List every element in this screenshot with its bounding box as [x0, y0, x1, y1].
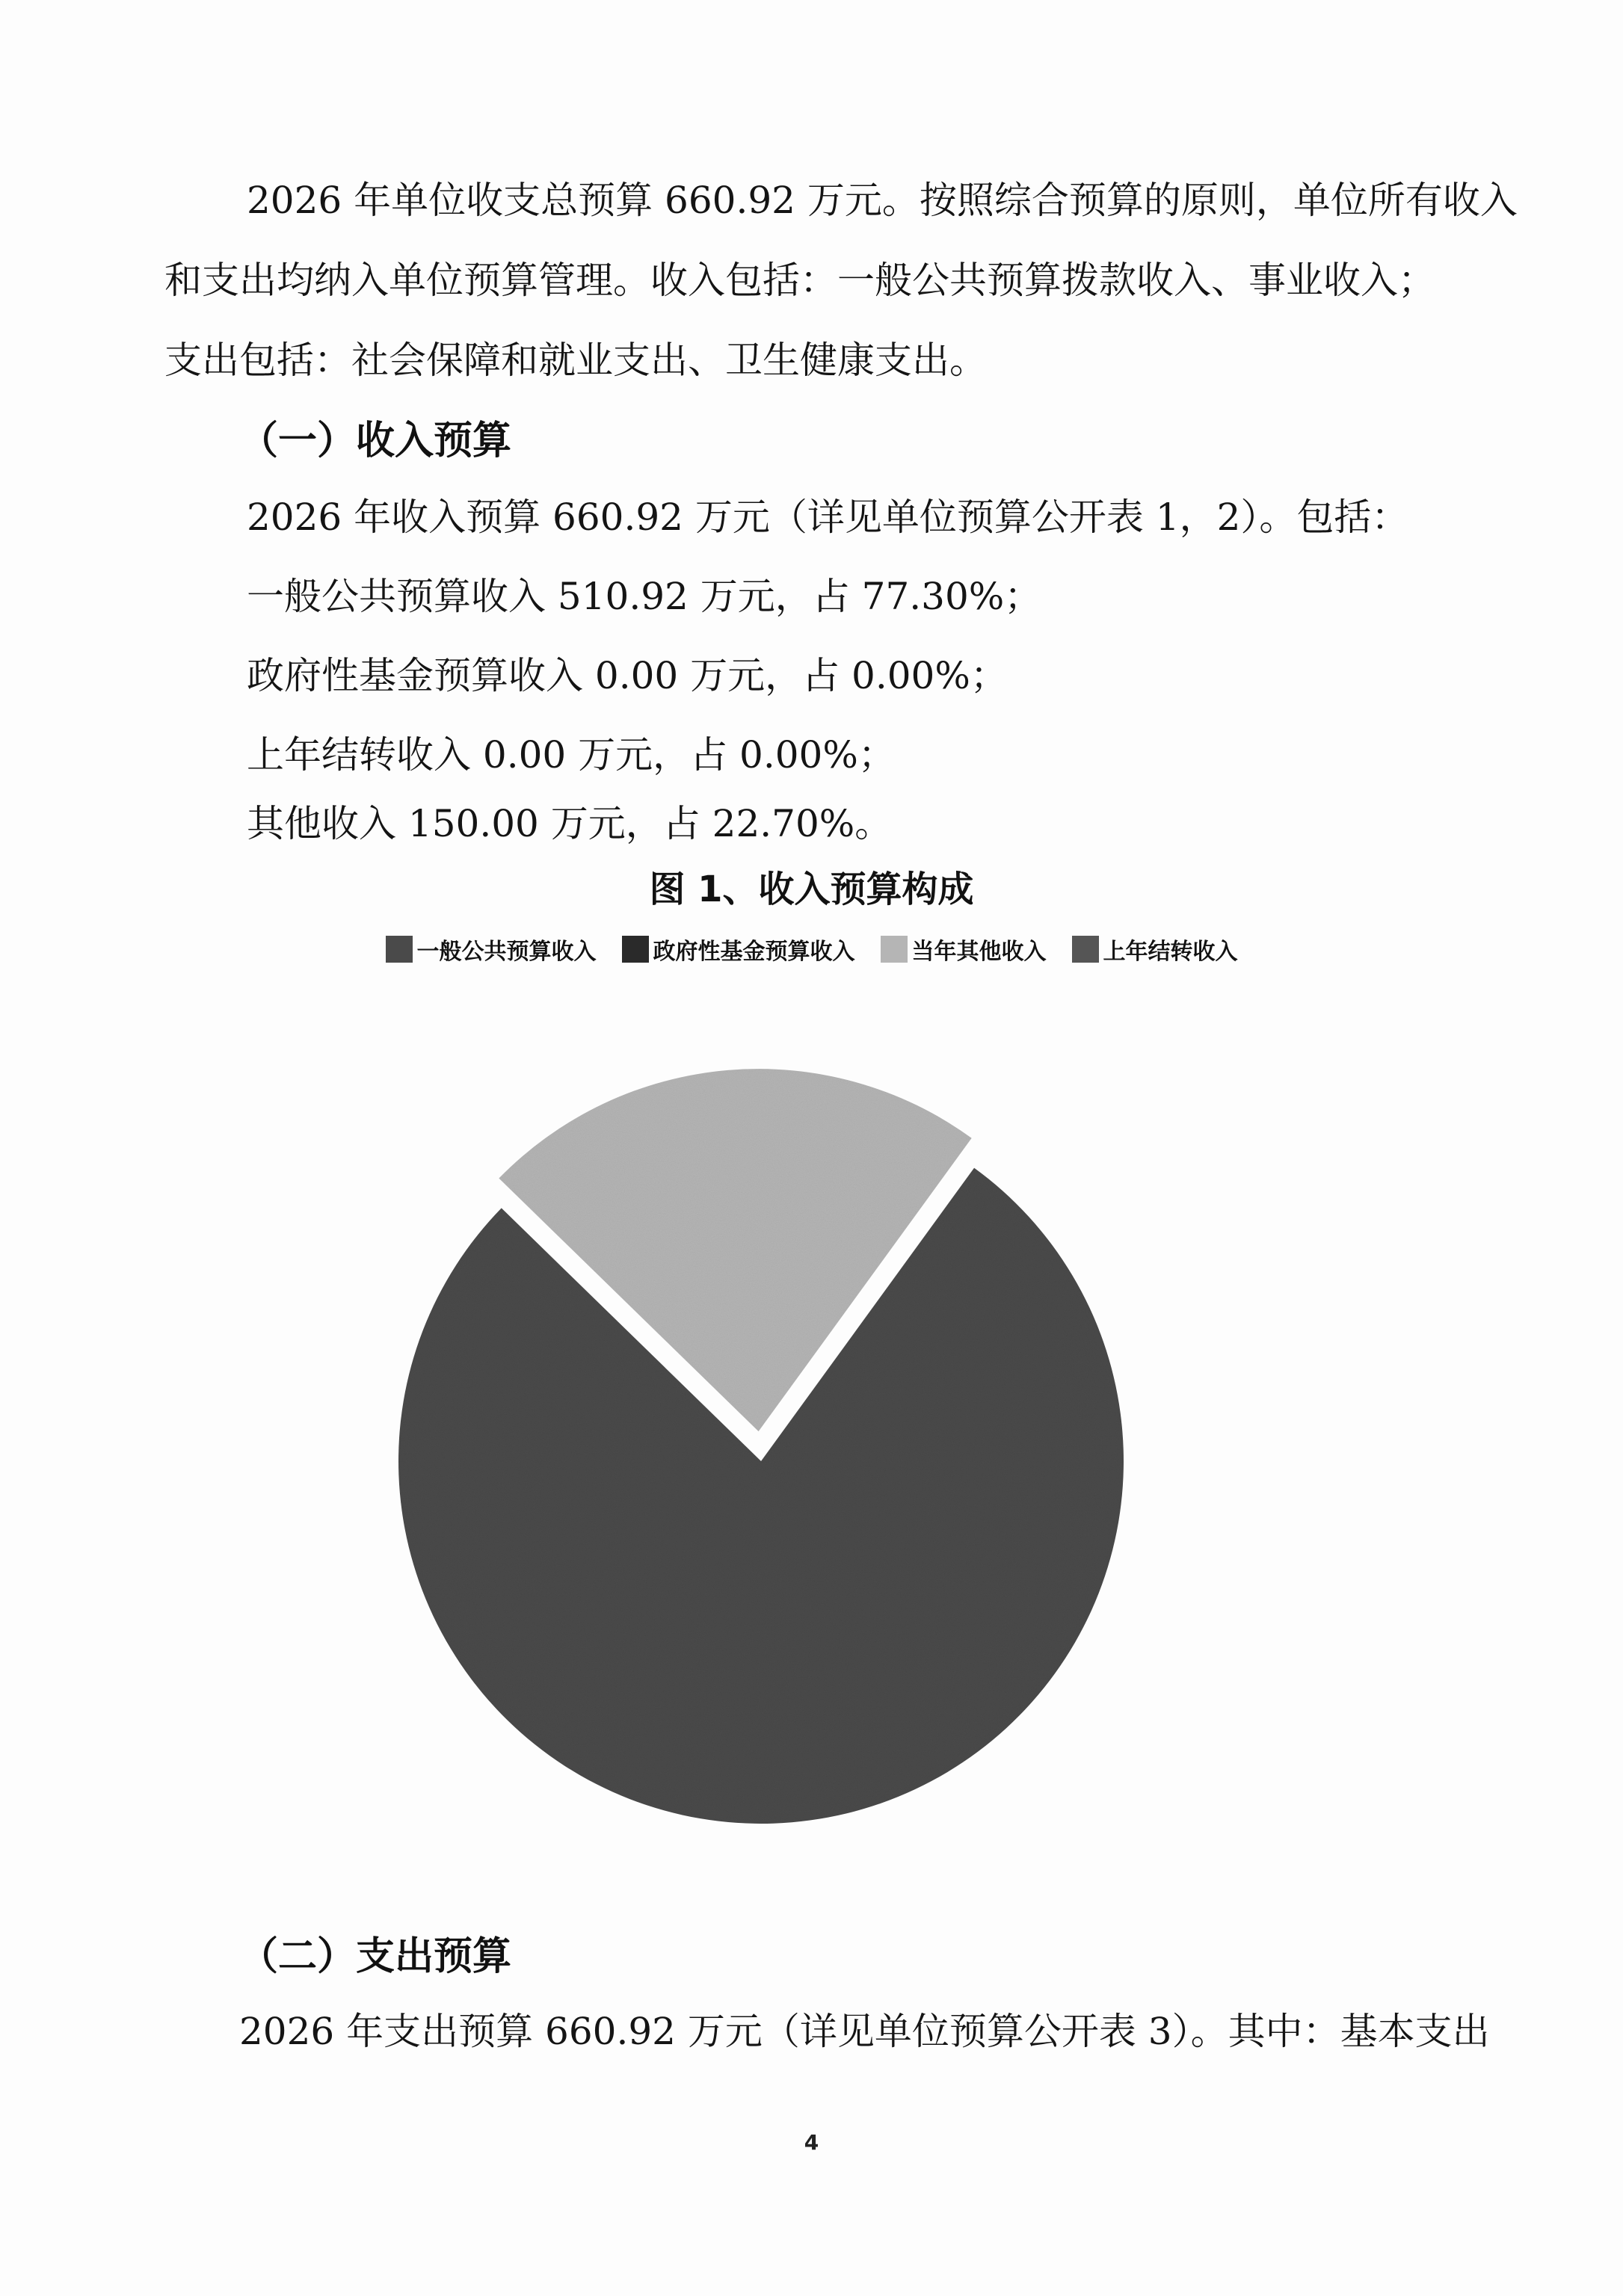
legend-swatch [881, 936, 908, 963]
intro-line-1: 2026 年单位收支总预算 660.92 万元。按照综合预算的原则，单位所有收入 [247, 179, 1518, 222]
section-1-heading: （一）收入预算 [239, 419, 512, 463]
page-number: 4 [804, 2130, 819, 2155]
legend-label: 上年结转收入 [1103, 939, 1238, 965]
chart-legend [0, 933, 1623, 966]
intro-line-2: 和支出均纳入单位预算管理。收入包括：一般公共预算拨款收入、事业收入； [164, 259, 1435, 302]
chart-title: 图 1、收入预算构成 [649, 868, 974, 910]
intro-line-3: 支出包括：社会保障和就业支出、卫生健康支出。 [164, 339, 987, 382]
legend-item [881, 933, 1047, 966]
section-2-line-1: 2026 年支出预算 660.92 万元（详见单位预算公开表 3）。其中：基本支出 [239, 2010, 1490, 2053]
legend-item [1072, 933, 1238, 966]
section-1-line-5: 其他收入 150.00 万元，占 22.70%。 [247, 802, 893, 845]
legend-swatch [622, 936, 649, 963]
section-1-line-1: 2026 年收入预算 660.92 万元（详见单位预算公开表 1，2）。包括： [247, 496, 1409, 539]
pie-slices [398, 1069, 1124, 1824]
section-2-heading: （二）支出预算 [239, 1934, 512, 1979]
legend-item [386, 933, 597, 966]
legend-swatch [386, 936, 413, 963]
section-1-line-3: 政府性基金预算收入 0.00 万元，占 0.00%； [247, 654, 1008, 697]
legend-swatch [1072, 936, 1099, 963]
legend-label: 一般公共预算收入 [416, 939, 597, 965]
legend-item [622, 933, 855, 966]
pie-chart [0, 972, 1623, 1883]
legend-label: 当年其他收入 [911, 939, 1047, 965]
section-1-line-4: 上年结转收入 0.00 万元，占 0.00%； [247, 733, 896, 777]
legend-label: 政府性基金预算收入 [653, 939, 855, 965]
section-1-line-2: 一般公共预算收入 510.92 万元，占 77.30%； [247, 575, 1042, 618]
